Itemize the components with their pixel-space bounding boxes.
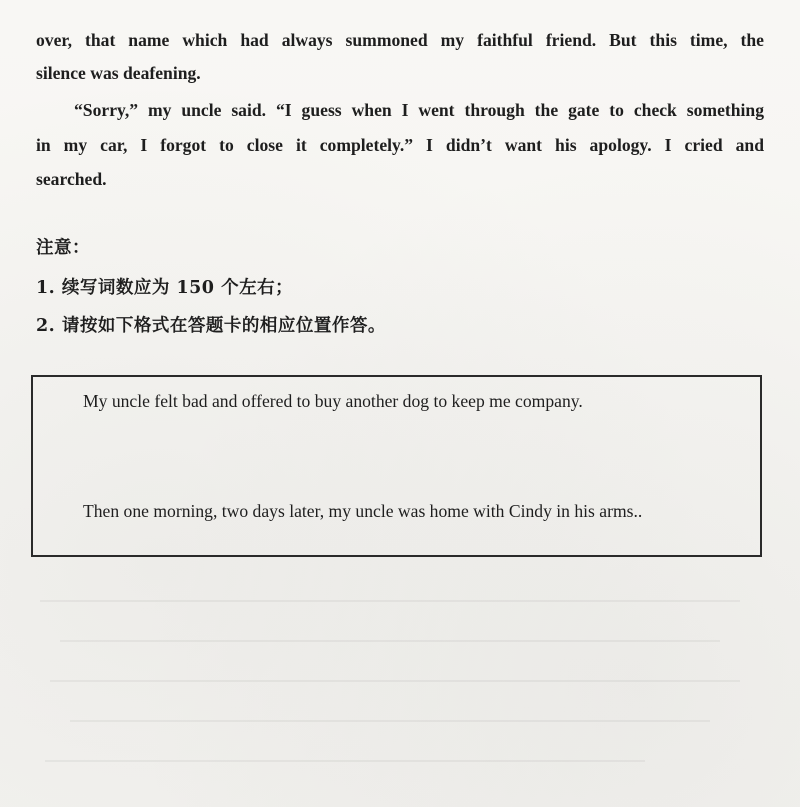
answer-box bbox=[31, 375, 762, 557]
answer-box-start-sentence-2: Then one morning, two days later, my uncle was home with Cindy in his arms.. bbox=[83, 501, 643, 521]
notes-item-2: 2. 请按如下格式在答题卡的相应位置作答。 bbox=[36, 316, 386, 336]
paragraph2-line2: in my car, I forgot to close it completely.” I didn’t want his apology. I cried and bbox=[36, 135, 764, 155]
bleed-through-line bbox=[70, 720, 710, 722]
notes-heading: 注意： bbox=[36, 238, 90, 258]
bleed-through-line bbox=[45, 760, 645, 762]
bleed-through-line bbox=[50, 680, 740, 682]
paragraph1-line2: silence was deafening. bbox=[36, 63, 201, 83]
bleed-through-line bbox=[40, 600, 740, 602]
answer-box-start-sentence-1: My uncle felt bad and offered to buy another dog to keep me company. bbox=[83, 391, 583, 411]
paragraph2-line3: searched. bbox=[36, 169, 107, 189]
paragraph2-line1: “Sorry,” my uncle said. “I guess when I went through the gate to check something bbox=[74, 100, 764, 120]
bleed-through-line bbox=[60, 640, 720, 642]
paragraph1-line1: over, that name which had always summoned my faithful friend. But this time, the bbox=[36, 30, 764, 50]
notes-item-1: 1. 续写词数应为 150 个左右； bbox=[36, 278, 294, 298]
